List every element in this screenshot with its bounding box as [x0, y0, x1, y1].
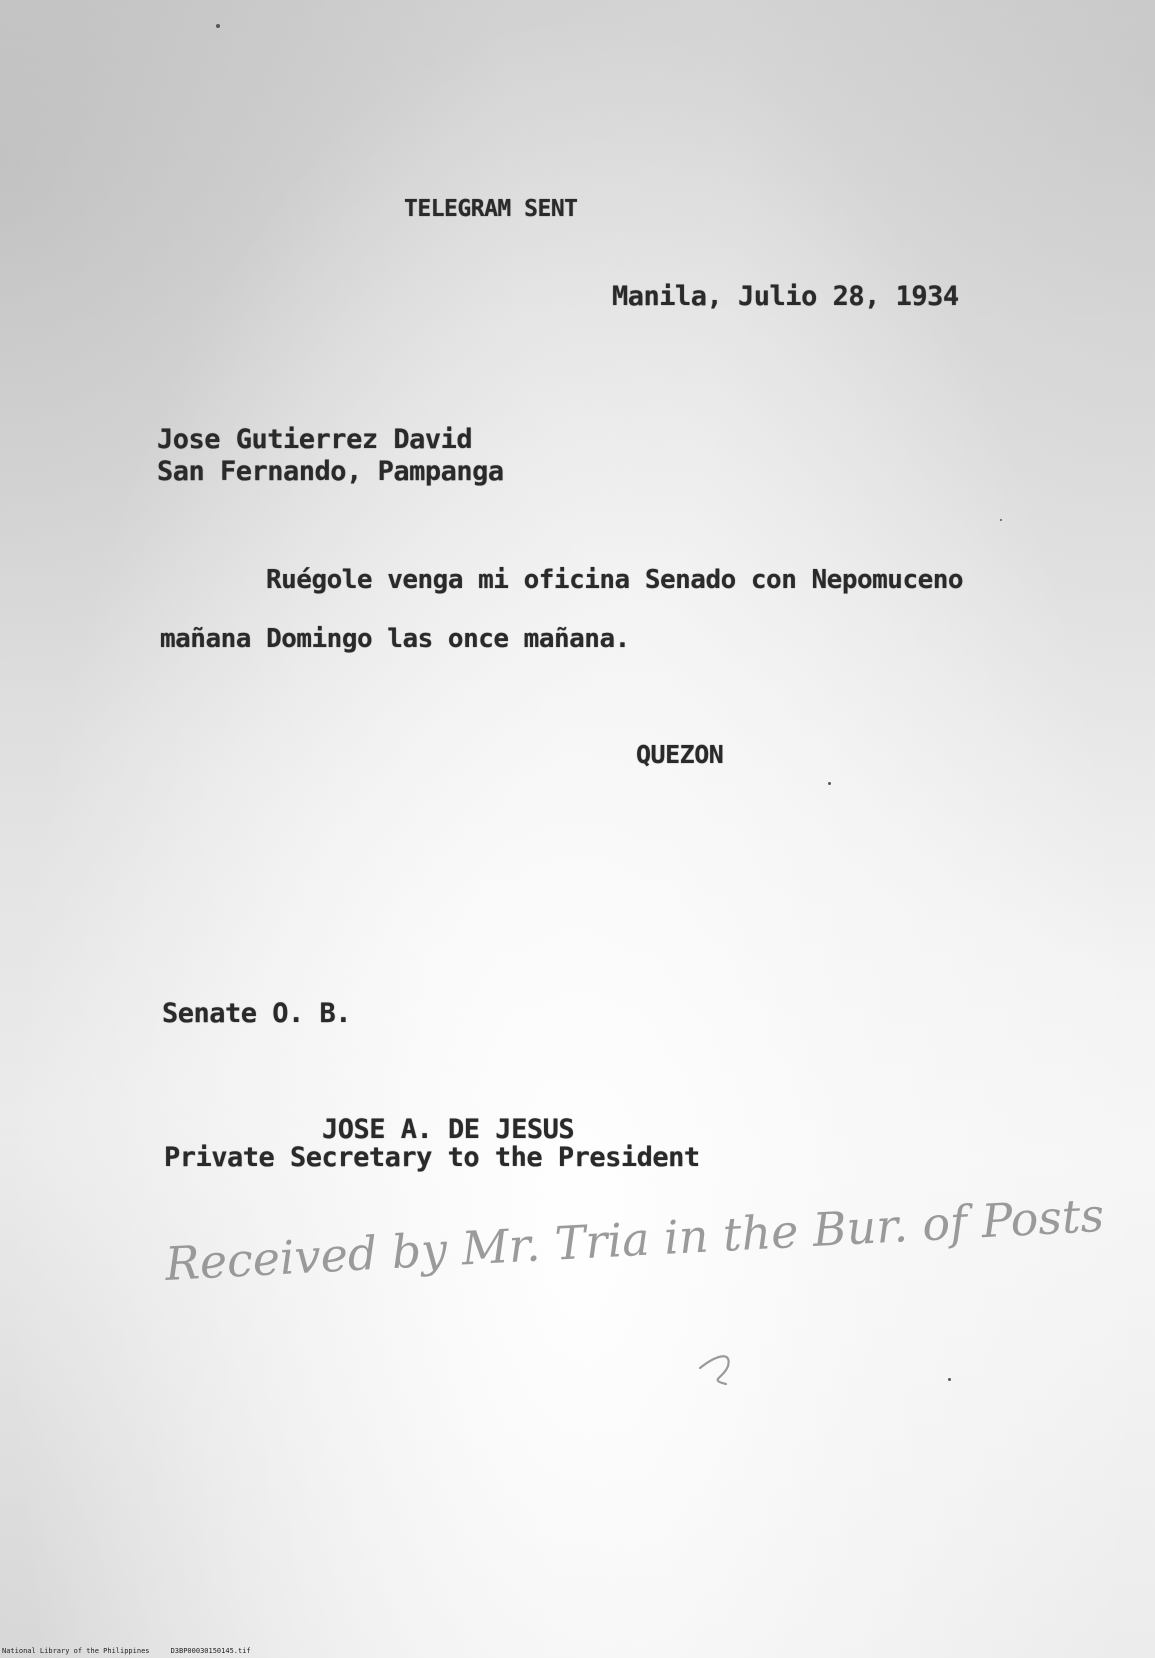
paper-speck: [1000, 519, 1002, 521]
handwritten-note-text: Received by Mr. Tria in the Bur. of Posts: [163, 1187, 1106, 1291]
recipient-address: San Fernando, Pampanga: [157, 456, 504, 487]
message-line-1: Ruégole venga mi oficina Senado con Nepomuceno: [266, 565, 964, 595]
footer-caption: National Library of the Philippines D3BP00030150145.tif: [2, 1647, 251, 1655]
telegram-heading: TELEGRAM SENT: [404, 196, 578, 222]
signature-name: QUEZON: [636, 740, 724, 769]
routing-note: Senate O. B.: [162, 998, 352, 1029]
handwritten-pencil-note: [160, 1187, 1106, 1398]
paper-speck: [828, 782, 831, 785]
paper-speck: [948, 1378, 951, 1381]
secretary-title: Private Secretary to the President: [164, 1142, 700, 1173]
secretary-name: JOSE A. DE JESUS: [322, 1114, 575, 1145]
recipient-name: Jose Gutierrez David: [157, 424, 473, 455]
handwritten-initial: [700, 1356, 729, 1384]
paper-speck: [216, 24, 220, 28]
date-line: Manila, Julio 28, 1934: [612, 281, 959, 312]
message-line-2: mañana Domingo las once mañana.: [160, 624, 630, 654]
